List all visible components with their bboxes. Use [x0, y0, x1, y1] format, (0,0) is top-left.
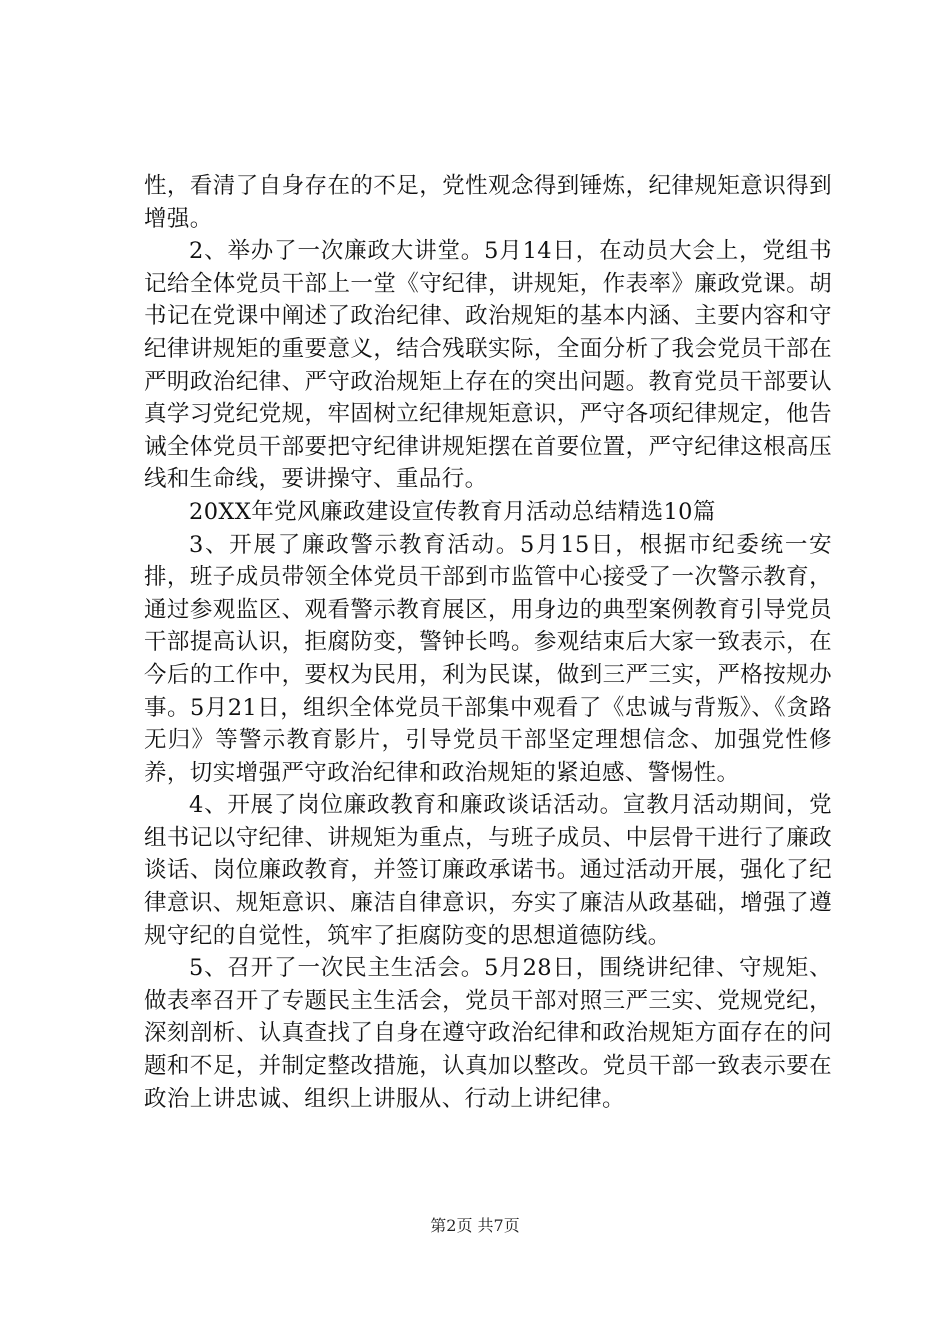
- paragraph-item-2-lecture: 2、举办了一次廉政大讲堂。5月14日，在动员大会上，党组书记给全体党员干部上一堂《守纪律，讲规矩，作表率》廉政党课。胡书记在党课中阐述了政治纪律、政治规矩的基本内涵、主要内容和守纪律讲规矩的重要意义，结合残联实际，全面分析了我会党员干部在严明政治纪律、严守政治规矩上存在的突出问题。教育党员干部要认真学习党纪党规，牢固树立纪律规矩意识，严守各项纪律规定，他告诫全体党员干部要把守纪律讲规矩摆在首要位置，严守纪律这根高压线和生命线，要讲操守、重品行。: [144, 238, 832, 493]
- paragraph-item-4-integrity-talks: 4、开展了岗位廉政教育和廉政谈话活动。宣教月活动期间，党组书记以守纪律、讲规矩为重点，与班子成员、中层骨干进行了廉政谈话、岗位廉政教育，并签订廉政承诺书。通过活动开展，强化了纪律意识、规矩意识、廉洁自律意识，夯实了廉洁从政基础，增强了遵规守纪的自觉性，筑牢了拒腐防变的思想道德防线。: [144, 792, 832, 949]
- paragraph-item-3-warning-education: 3、开展了廉政警示教育活动。5月15日，根据市纪委统一安排，班子成员带领全体党员干部到市监管中心接受了一次警示教育，通过参观监区、观看警示教育展区，用身边的典型案例教育引导党员干部提高认识，拒腐防变，警钟长鸣。参观结束后大家一致表示，在今后的工作中，要权为民用，利为民谋，做到三严三实，严格按规办事。5月21日，组织全体党员干部集中观看了《忠诚与背叛》、《贪路无归》等警示教育影片，引导党员干部坚定理想信念、加强党性修养，切实增强严守政治纪律和政治规矩的紧迫感、警惕性。: [144, 531, 832, 786]
- document-body: [144, 170, 832, 1115]
- paragraph-item-5-democratic-meeting: 5、召开了一次民主生活会。5月28日，围绕讲纪律、守规矩、做表率召开了专题民主生活会，党员干部对照三严三实、党规党纪，深刻剖析、认真查找了自身在遵守政治纪律和政治规矩方面存在的问题和不足，并制定整改措施，认真加以整改。党员干部一致表示要在政治上讲忠诚、组织上讲服从、行动上讲纪律。: [144, 955, 832, 1112]
- paragraph-inserted-title: 20XX年党风廉政建设宣传教育月活动总结精选10篇: [189, 498, 716, 525]
- paragraph-continuation: 性，看清了自身存在的不足，党性观念得到锤炼，纪律规矩意识得到增强。: [144, 173, 832, 232]
- page-number-footer: 第2页 共7页: [430, 1216, 520, 1235]
